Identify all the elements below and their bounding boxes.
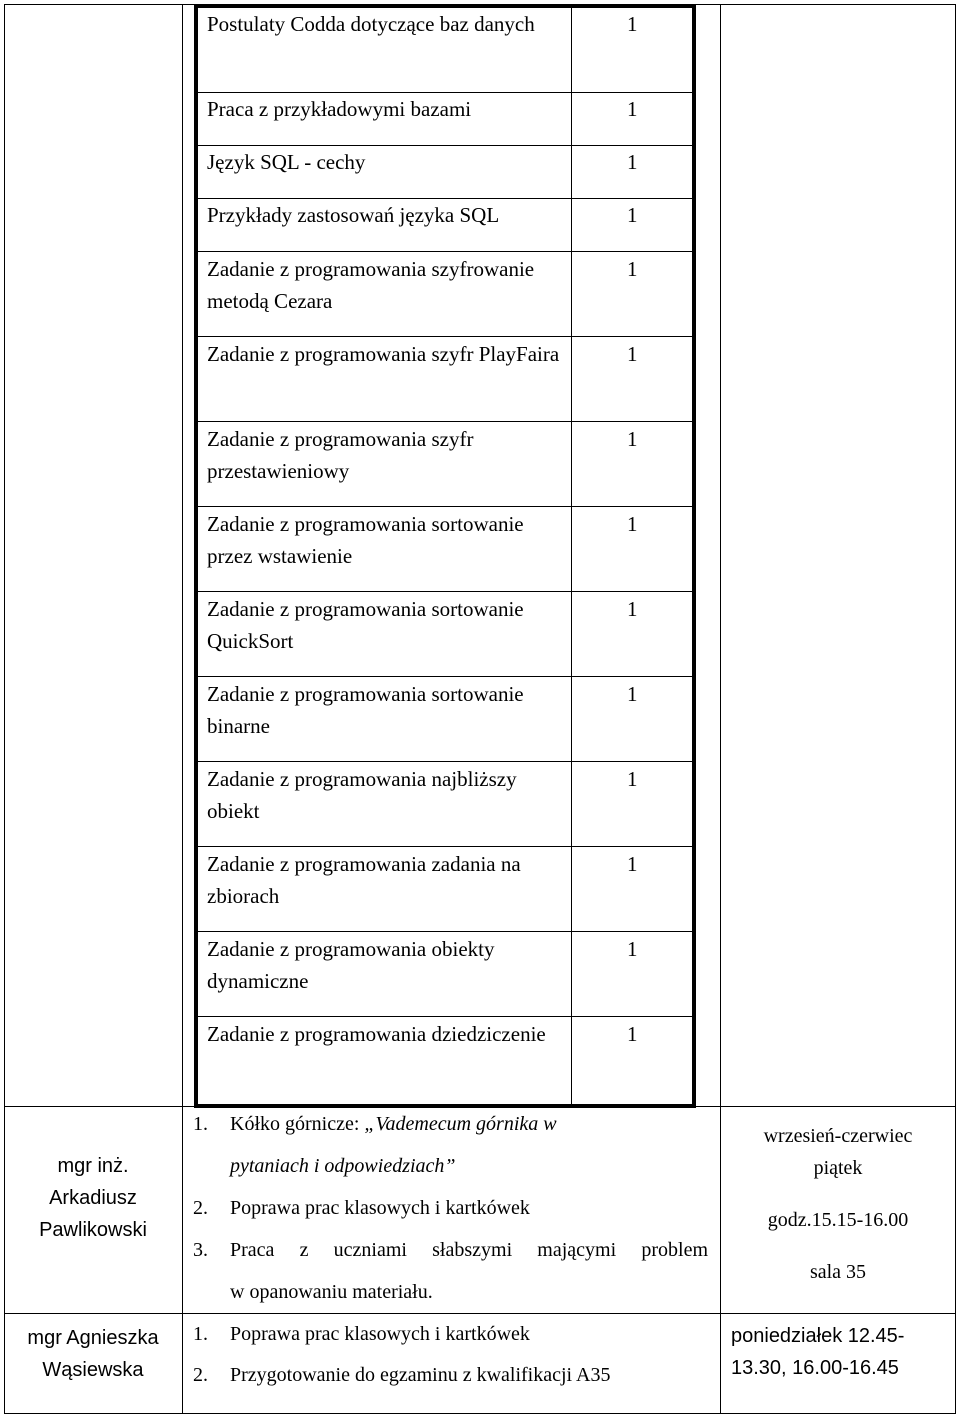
topic-cell: Przykłady zastosowań języka SQL bbox=[207, 203, 500, 227]
topic-cell: Zadanie z programowania szyfr przestawieniowy bbox=[207, 427, 474, 483]
schedule-line: poniedziałek 12.45- bbox=[731, 1325, 905, 1347]
hours-cell: 1 bbox=[627, 97, 638, 121]
topic-cell: Zadanie z programowania obiekty dynamiczne bbox=[207, 937, 495, 993]
topic-cell: Zadanie z programowania najbliższy obiekt bbox=[207, 767, 517, 823]
hours-cell: 1 bbox=[627, 852, 638, 876]
hours-cell: 1 bbox=[627, 767, 638, 791]
hours-cell: 1 bbox=[627, 512, 638, 536]
row-separator bbox=[198, 1016, 692, 1017]
hours-cell: 1 bbox=[627, 342, 638, 366]
activity-prefix: Kółko górnicze: bbox=[230, 1113, 365, 1135]
row-separator bbox=[198, 761, 692, 762]
teacher2-name-line: Wąsiewska bbox=[42, 1359, 144, 1381]
row-separator bbox=[198, 676, 692, 677]
topic-cell: Praca z przykładowymi bazami bbox=[207, 97, 472, 121]
topic-cell: Zadanie z programowania dziedziczenie bbox=[207, 1022, 546, 1046]
row-separator bbox=[198, 251, 692, 252]
row-separator bbox=[198, 336, 692, 337]
topic-cell: Zadanie z programowania szyfr PlayFaira bbox=[207, 342, 560, 366]
row-separator bbox=[198, 506, 692, 507]
column-divider-1 bbox=[182, 4, 183, 1414]
list-number: 1. bbox=[193, 1323, 208, 1345]
list-item-continuation: w opanowaniu materiału. bbox=[230, 1281, 433, 1303]
list-item-activity bbox=[230, 1110, 557, 1138]
hours-cell: 1 bbox=[627, 257, 638, 281]
teacher1-schedule bbox=[721, 1120, 955, 1184]
row-separator bbox=[198, 931, 692, 932]
teacher2-name-line: mgr Agnieszka bbox=[27, 1327, 159, 1349]
hours-cell: 1 bbox=[627, 937, 638, 961]
list-item-activity: Poprawa prac klasowych i kartkówek bbox=[230, 1323, 530, 1345]
teacher2-name bbox=[5, 1322, 181, 1386]
schedule-line: godz.15.15-16.00 bbox=[767, 1209, 909, 1231]
list-number: 2. bbox=[193, 1197, 208, 1219]
row-divider-teacher2 bbox=[4, 1313, 956, 1314]
teacher1-name-line: Pawlikowski bbox=[39, 1219, 147, 1241]
topic-cell: Język SQL - cechy bbox=[207, 150, 366, 174]
topic-cell: Zadanie z programowania zadania na zbiorach bbox=[207, 852, 521, 908]
teacher1-name-line: Arkadiusz bbox=[49, 1187, 137, 1209]
teacher1-name bbox=[5, 1150, 181, 1246]
topic-cell: Zadanie z programowania sortowanie binarne bbox=[207, 682, 524, 738]
list-number: 1. bbox=[193, 1113, 208, 1135]
hours-cell: 1 bbox=[627, 682, 638, 706]
topic-cell: Zadanie z programowania sortowanie przez wstawienie bbox=[207, 512, 524, 568]
topic-cell: Zadanie z programowania sortowanie QuickSort bbox=[207, 597, 524, 653]
row-separator bbox=[198, 846, 692, 847]
activity-title: pytaniach i odpowiedziach” bbox=[230, 1155, 456, 1177]
nested-column-divider bbox=[571, 6, 572, 1106]
list-item-activity: Poprawa prac klasowych i kartkówek bbox=[230, 1197, 530, 1219]
column-divider-2 bbox=[720, 4, 721, 1414]
topic-cell: Postulaty Codda dotyczące baz danych bbox=[207, 12, 535, 36]
table-border-bottom bbox=[4, 1413, 956, 1414]
list-item-activity: Przygotowanie do egzaminu z kwalifikacji A35 bbox=[230, 1364, 611, 1386]
list-number: 2. bbox=[193, 1364, 208, 1386]
schedule-line: piątek bbox=[813, 1157, 863, 1179]
hours-cell: 1 bbox=[627, 1022, 638, 1046]
hours-cell: 1 bbox=[627, 150, 638, 174]
list-item-continuation bbox=[230, 1152, 456, 1180]
hours-cell: 1 bbox=[627, 12, 638, 36]
list-item-activity: Praca z uczniami słabszymi mającymi problem bbox=[230, 1239, 708, 1261]
schedule-line: 13.30, 16.00-16.45 bbox=[731, 1357, 899, 1379]
topic-cell: Zadanie z programowania szyfrowanie metodą Cezara bbox=[207, 257, 535, 313]
schedule-line: wrzesień-czerwiec bbox=[763, 1125, 913, 1147]
activity-title: „Vademecum górnika w bbox=[364, 1113, 557, 1135]
row-separator bbox=[198, 591, 692, 592]
hours-cell: 1 bbox=[627, 597, 638, 621]
hours-cell: 1 bbox=[627, 427, 638, 451]
row-separator bbox=[198, 421, 692, 422]
teacher2-schedule bbox=[731, 1320, 953, 1384]
list-number: 3. bbox=[193, 1239, 208, 1261]
teacher1-name-line: mgr inż. bbox=[57, 1155, 129, 1177]
hours-cell: 1 bbox=[627, 203, 638, 227]
table-border-right bbox=[955, 4, 956, 1414]
schedule-line: sala 35 bbox=[809, 1261, 867, 1283]
